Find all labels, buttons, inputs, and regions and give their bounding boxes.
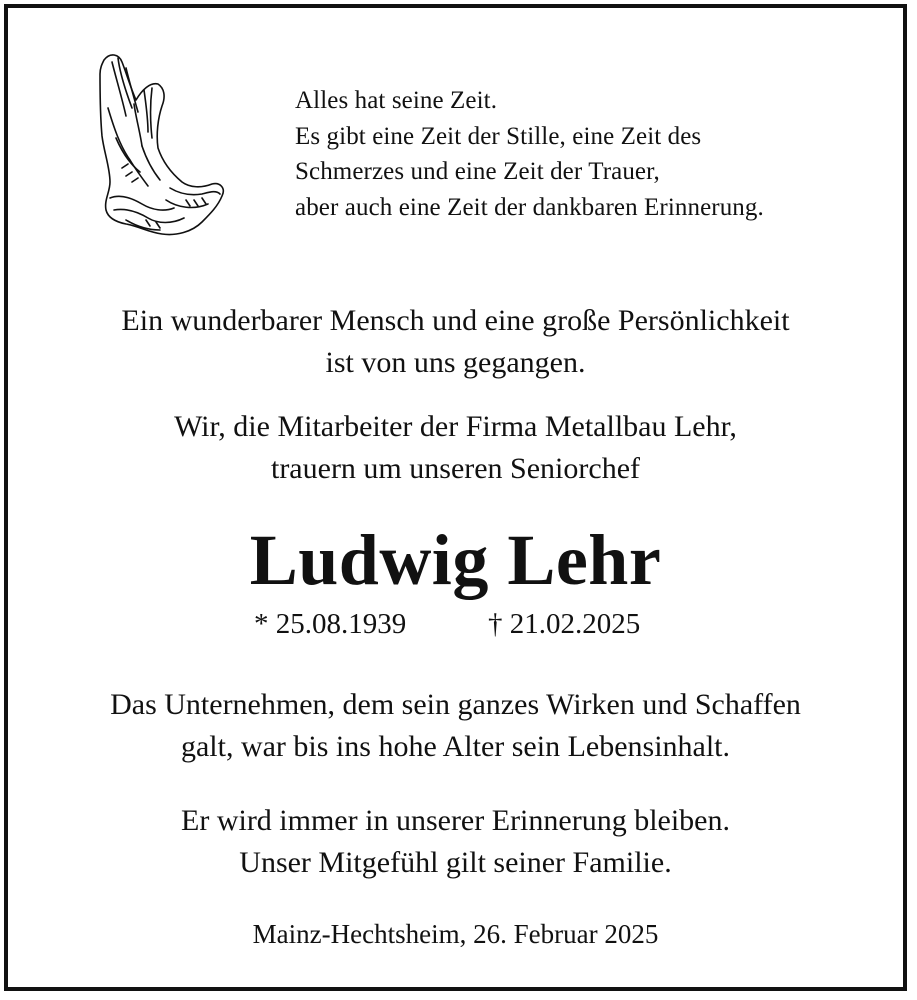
death-date: † 21.02.2025 xyxy=(488,608,641,640)
intro-text xyxy=(8,300,903,384)
mourners-line: trauern um unseren Seniorchef xyxy=(270,452,641,485)
obituary-notice xyxy=(4,4,907,991)
tribute-line: Das Unternehmen, dem sein ganzes Wirken und Schaffen xyxy=(110,688,801,721)
poem-line: Schmerzes und eine Zeit der Trauer, xyxy=(295,158,660,185)
deceased-name: Ludwig Lehr xyxy=(249,520,662,600)
closing-line: Er wird immer in unserer Erinnerung bleiben. xyxy=(181,804,730,837)
intro-line: Ein wunderbarer Mensch und eine große Persönlichkeit xyxy=(121,304,790,337)
intro-line: ist von uns gegangen. xyxy=(325,346,586,379)
poem-line: Alles hat seine Zeit. xyxy=(295,87,498,114)
poem xyxy=(295,83,875,225)
life-dates xyxy=(8,608,903,648)
place-and-date: Mainz-Hechtsheim, 26. Februar 2025 xyxy=(252,919,659,949)
tribute-text xyxy=(8,684,903,768)
poem-line: Es gibt eine Zeit der Stille, eine Zeit des xyxy=(295,122,702,150)
mourners-text xyxy=(8,406,903,490)
closing-text xyxy=(8,800,903,884)
mourners-line: Wir, die Mitarbeiter der Firma Metallbau Lehr, xyxy=(174,410,737,443)
closing-line: Unser Mitgefühl gilt seiner Familie. xyxy=(239,846,672,879)
poem-line: aber auch eine Zeit der dankbaren Erinnerung. xyxy=(295,193,764,221)
tribute-line: galt, war bis ins hohe Alter sein Lebensinhalt. xyxy=(180,730,731,763)
birth-date: * 25.08.1939 xyxy=(254,608,407,640)
praying-hands-icon xyxy=(86,48,228,238)
